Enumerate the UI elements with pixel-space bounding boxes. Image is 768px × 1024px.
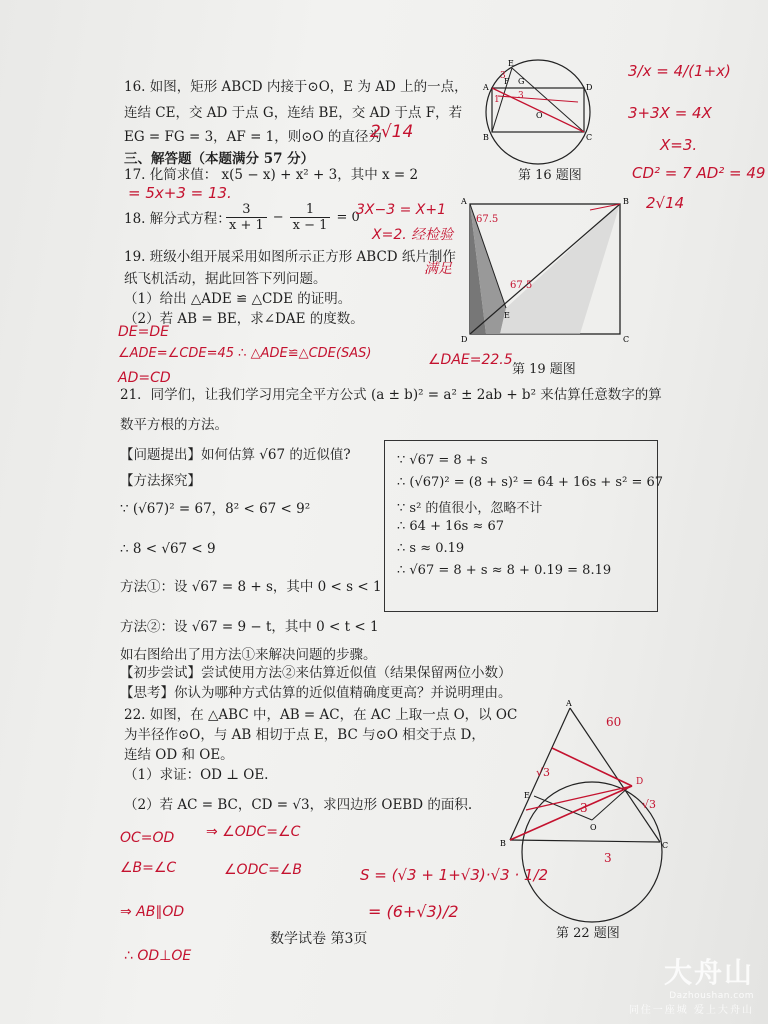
site-watermark [629,951,754,1016]
q17-text: 17. 化简求值： x(5 − x) + x² + 3，其中 x = 2 [124,167,419,183]
q22-line1: 22. 如图，在 △ABC 中，AB = AC，在 AC 上取一点 O，以 OC [124,707,518,723]
fig22-red-r3-right: √3 [642,798,657,811]
q19-caption: 第 19 题图 [512,362,576,377]
q21-think: 【思考】你认为哪种方式估算的近似值精确度更高？并说明理由。 [120,685,512,701]
fig19-shade-right [500,204,620,334]
q16-line2: 连结 CE，交 AD 于点 G，连结 BE，交 AD 于点 F，若 [124,105,463,121]
q22-work6: ∴ OD⊥OE [124,948,192,964]
q22-area2: = (6+√3)/2 [368,902,459,921]
fig16-label-b: B [483,133,489,142]
q19-work4: ∠DAE=22.5 [428,352,513,368]
q18-numerator-1: 3 [242,202,251,217]
fig22-label-c: C [662,841,669,850]
fig22-label-d: D [636,777,644,787]
q21-try: 【初步尝试】尝试使用方法②来估算近似值（结果保留两位小数） [120,665,512,681]
fig16-red-line-2 [498,96,578,102]
margin-eq1: 3/x = 4/(1+x) [628,62,731,80]
margin-eq5: 2√14 [646,194,685,212]
figure-22 [496,700,686,920]
q18-work2: X=2. 经检验 [372,227,454,243]
fig22-label-a: A [566,699,572,708]
fig16-red-1: 1 [494,95,500,105]
page-footer: 数学试卷 第3页 [270,931,368,947]
fig22-red-60: 60 [606,715,622,729]
q19-work3: AD=CD [118,370,171,386]
fig16-label-g: G [518,77,525,86]
figure-16 [478,56,603,176]
watermark-slogan: 同住一座城 爱上大舟山 [628,1005,754,1016]
q19-work1: DE=DE [118,324,169,340]
fig16-label-f: F [504,77,510,86]
fig19-label-d: D [461,335,468,344]
fig16-label-d: D [586,83,593,92]
q19-part2: （2）若 AB = BE，求∠DAE 的度数。 [124,311,364,327]
q18-equals: = 0 [336,210,360,225]
q18-label: 18. 解分式方程： [124,211,231,227]
figure-19 [460,196,630,346]
box-line-1: ∵ √67 = 8 + s [397,453,488,468]
fig22-label-e: E [524,791,530,800]
fig19-red-angle-1: 67.5 [476,214,499,225]
margin-eq2: 3+3X = 4X [628,104,712,122]
q22-line3: 连结 OD 和 OE。 [124,747,234,763]
q22-work5: ⇒ AB∥OD [120,904,185,920]
q21-step1: ∵ (√67)² = 67，8² < 67 < 9² [120,501,311,517]
fig22-label-o: O [590,823,597,832]
box-line-5: ∴ s ≈ 0.19 [397,541,465,556]
margin-eq3: X=3. [660,136,698,154]
fig16-red-3b: 3 [518,91,524,101]
margin-eq4: CD² = 7 AD² = 49 [632,164,766,182]
q21-method1: 方法①：设 √67 = 8 + s，其中 0 < s < 1 [120,579,382,595]
q18-denominator-1: x + 1 [226,217,267,233]
q16-answer: 2√14 [370,122,414,142]
q21-note: 如右图给出了用方法①来解决问题的步骤。 [120,647,377,663]
fig19-label-c: C [623,335,630,344]
watermark-site: Dazhoushan.com [669,991,754,1001]
fig22-label-b: B [500,839,506,848]
q18-work3: 满足 [424,261,452,277]
q22-work2: ∠B=∠C [120,860,177,876]
q18-denominator-2: x − 1 [290,217,331,233]
box-line-4: ∴ 64 + 16s ≈ 67 [397,519,505,534]
q17-work: = 5x+3 = 13. [128,184,232,202]
q21-line2: 数平方根的方法。 [120,417,228,433]
q22-line2: 为半径作⊙O，与 AB 相切于点 E，BC 与⊙O 相交于点 D， [124,727,485,743]
box-line-2: ∴ (√67)² = (8 + s)² = 64 + 16s + s² = 67 [397,475,664,490]
fig16-red-3a: 3 [500,71,506,81]
fig16-red-line-1 [492,88,584,132]
q21-method-title: 【方法探究】 [120,473,201,489]
box-line-3: ∵ s² 的值很小，忽略不计 [397,501,543,516]
q19-line1: 19. 班级小组开展采用如图所示正方形 ABCD 纸片制作 [124,249,456,265]
fig22-line-bc [510,840,660,842]
q22-part1: （1）求证：OD ⊥ OE. [124,767,269,783]
fig16-label-o: O [536,111,543,120]
q21-line1: 21．同学们，让我们学习用完全平方公式 (a ± b)² = a² ± 2ab + b² 来估算任意数字的算 [120,387,662,403]
q22-work4: ∠ODC=∠B [224,862,303,878]
q16-line1: 16. 如图，矩形 ABCD 内接于⊙O，E 为 AD 上的一点， [124,79,468,95]
q21-step2: ∴ 8 < √67 < 9 [120,541,216,557]
watermark-brand: 大舟山 [663,956,754,989]
section3-heading: 三、解答题（本题满分 57 分） [124,151,315,167]
box-line-6: ∴ √67 = 8 + s ≈ 8 + 0.19 = 8.19 [397,563,612,578]
fig22-red-r3-left: √3 [536,766,551,779]
q18-numerator-2: 1 [305,202,315,217]
fig19-red-angle-2: 67.5 [510,280,533,291]
q19-work2: ∠ADE=∠CDE=45 ∴ △ADE≌△CDE(SAS) [118,346,372,361]
q21-problem: 【问题提出】如何估算 √67 的近似值? [120,447,351,463]
q19-part1: （1）给出 △ADE ≌ △CDE 的证明。 [124,291,352,307]
q22-part2: （2）若 AC = BC，CD = √3，求四边形 OEBD 的面积. [124,797,473,813]
q19-line2: 纸飞机活动，据此回答下列问题。 [124,271,327,287]
fig16-label-a: A [483,83,489,92]
fig19-label-e: E [504,311,510,320]
q22-work3: ⇒ ∠ODC=∠C [206,824,301,840]
fig16-label-c: C [586,133,593,142]
fig19-label-b: B [623,197,629,206]
q21-method-box [384,440,664,612]
fig19-label-a: A [461,197,467,206]
fig16-label-e: E [508,59,514,68]
q16-caption: 第 16 题图 [518,168,582,183]
q22-work1: OC=OD [120,830,175,846]
fig22-red-3-lower: 3 [604,851,612,865]
q18-work1: 3X−3 = X+1 [356,202,446,218]
fig22-red-line-1 [552,748,632,786]
q21-method2: 方法②：设 √67 = 9 − t，其中 0 < t < 1 [120,619,379,635]
q16-line3: EG = FG = 3，AF = 1，则⊙O 的直径为 [124,129,382,145]
fig22-red-3-upper: 3 [580,801,588,815]
q18-fraction-equation: $\frac{3}{x + 1}$ − $\frac{1}{x - 1}$ = 0 [226,202,360,233]
q22-caption: 第 22 题图 [556,926,620,941]
q22-area1: S = (√3 + 1+√3)·√3 · 1/2 [360,866,549,884]
